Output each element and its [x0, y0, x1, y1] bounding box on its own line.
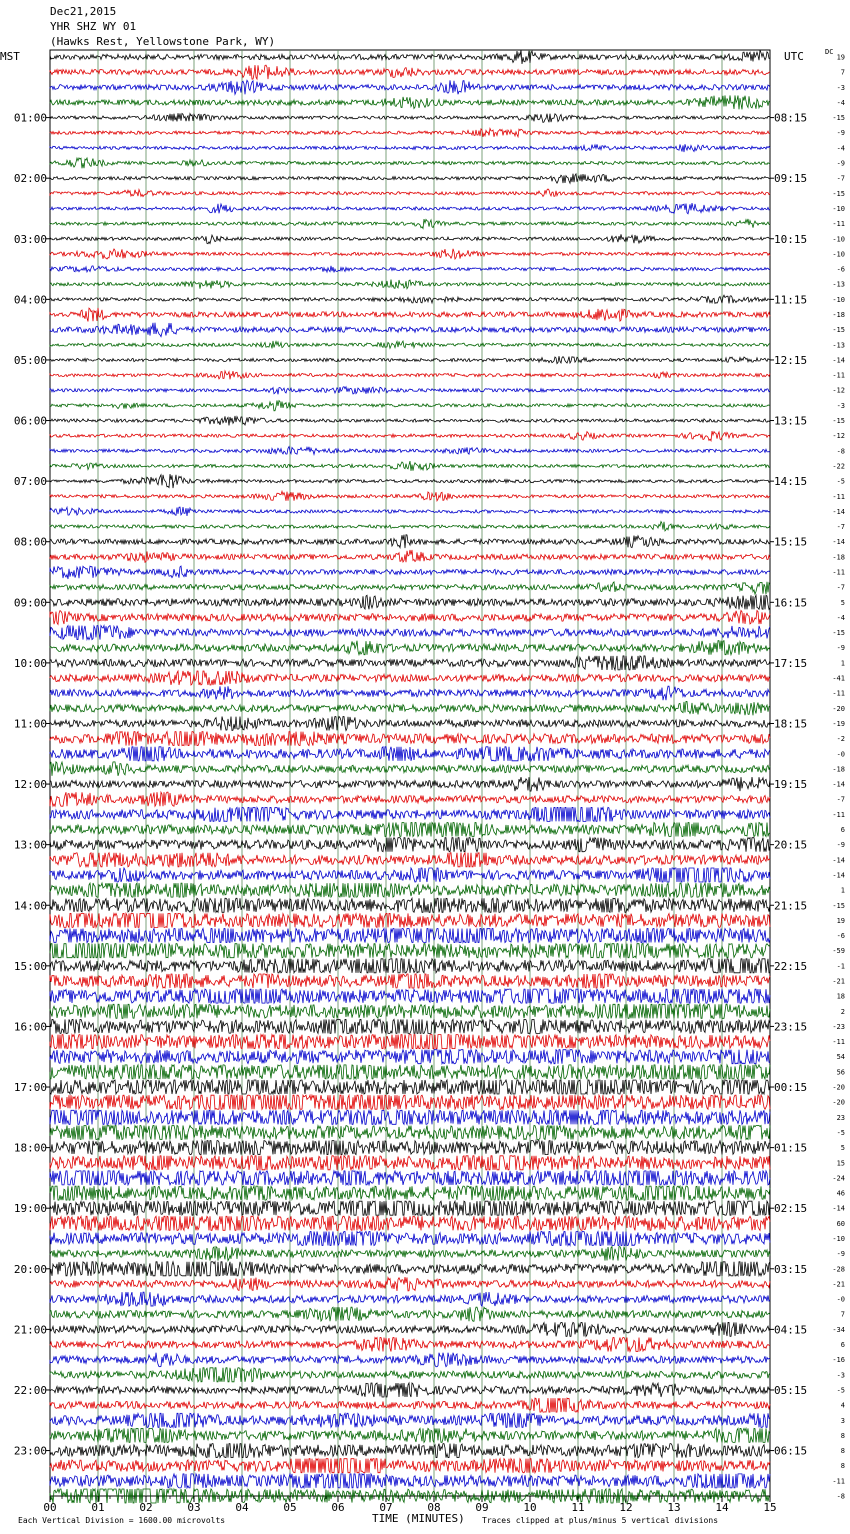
seismic-trace: [50, 1216, 770, 1230]
dc-offset-value: -15: [832, 629, 845, 638]
seismic-trace: [50, 266, 770, 273]
dc-offset-value: -4: [836, 144, 845, 153]
seismic-trace: [50, 1383, 770, 1397]
x-tick-label: 08: [427, 1501, 441, 1514]
seismic-trace: [50, 1110, 770, 1124]
seismic-trace: [50, 507, 770, 516]
seismic-trace: [50, 550, 770, 562]
dc-offset-value: -7: [836, 174, 845, 183]
dc-offset-value: -34: [832, 1325, 845, 1334]
dc-offset-value: -21: [832, 977, 845, 986]
dc-offset-value: -20: [832, 704, 845, 713]
x-tick-label: 04: [235, 1501, 249, 1514]
seismic-trace: [50, 144, 770, 152]
seismic-trace: [50, 595, 770, 609]
seismic-trace: [50, 431, 770, 441]
seismic-trace: [50, 1035, 770, 1049]
hour-label-right: 19:15: [774, 778, 808, 792]
hour-label-left: 11:00: [13, 717, 47, 731]
hour-label-right: 13:15: [774, 414, 808, 428]
dc-offset-value: -7: [836, 795, 845, 804]
seismic-trace: [50, 1307, 770, 1321]
hour-label-right: 23:15: [774, 1020, 808, 1034]
dc-offset-value: -11: [832, 492, 845, 501]
dc-offset-value: -11: [832, 810, 845, 819]
hour-label-right: 09:15: [774, 172, 808, 186]
hour-label-left: 02:00: [13, 172, 47, 186]
x-tick-label: 11: [571, 1501, 585, 1514]
seismic-trace: [50, 1186, 770, 1200]
hour-label-left: 07:00: [13, 475, 47, 489]
seismic-trace: [50, 853, 770, 867]
hour-label-left: 15:00: [13, 959, 47, 973]
dc-offset-value: -22: [832, 462, 845, 471]
hour-label-right: 05:15: [774, 1383, 808, 1397]
dc-offset-value: 15: [836, 1159, 845, 1168]
dc-offset-value: -6: [836, 265, 845, 274]
x-tick-label: 09: [475, 1501, 489, 1514]
seismic-trace: [50, 611, 770, 625]
hour-label-left: 12:00: [13, 778, 47, 792]
hour-label-right: 00:15: [774, 1081, 808, 1095]
x-tick-label: 14: [715, 1501, 729, 1514]
dc-offset-value: -8: [836, 1492, 845, 1501]
hour-label-left: 22:00: [13, 1383, 47, 1397]
dc-offset-value: -5: [836, 1386, 845, 1395]
dc-offset-value: 60: [836, 1219, 845, 1228]
hour-label-right: 01:15: [774, 1141, 808, 1155]
station-site: (Hawks Rest, Yellowstone Park, WY): [50, 35, 276, 48]
dc-offset-value: 5: [840, 598, 845, 607]
dc-offset-value: -9: [836, 841, 845, 850]
dc-offset-value: -16: [832, 1356, 845, 1365]
seismic-trace: [50, 944, 770, 958]
plot-frame: [50, 50, 770, 1496]
seismic-trace: [50, 387, 770, 395]
dc-offset-value: -11: [832, 220, 845, 229]
seismic-trace: [50, 400, 770, 410]
hour-label-left: 14:00: [13, 899, 47, 913]
dc-offset-value: 19: [836, 916, 845, 925]
dc-offset-value: 2: [840, 1007, 845, 1016]
seismic-trace: [50, 641, 770, 655]
dc-offset-value: -12: [832, 386, 845, 395]
seismic-trace: [50, 1050, 770, 1064]
seismic-trace: [50, 249, 770, 259]
seismic-trace: [50, 1004, 770, 1018]
dc-offset-value: -12: [832, 432, 845, 441]
hour-label-left: 05:00: [13, 353, 47, 367]
seismic-trace: [50, 1080, 770, 1094]
dc-offset-value: 8: [840, 1462, 845, 1471]
dc-offset-value: 1: [840, 659, 845, 668]
hour-label-right: 15:15: [774, 535, 808, 549]
hour-label-left: 13:00: [13, 838, 47, 852]
seismic-trace: [50, 974, 770, 988]
seismic-trace: [50, 566, 770, 579]
seismic-trace: [50, 686, 770, 700]
dc-offset-value: 18: [836, 992, 845, 1001]
hour-label-left: 16:00: [13, 1020, 47, 1034]
hour-label-left: 19:00: [13, 1202, 47, 1216]
seismic-trace: [50, 823, 770, 837]
x-tick-label: 05: [283, 1501, 297, 1514]
x-tick-label: 07: [379, 1501, 393, 1514]
dc-offset-value: -3: [836, 401, 845, 410]
dc-offset-value: 8: [840, 1431, 845, 1440]
hour-label-left: 23:00: [13, 1444, 47, 1458]
seismic-trace: [50, 989, 770, 1003]
hour-label-left: 21:00: [13, 1323, 47, 1337]
dc-offset-value: 4: [840, 1401, 845, 1410]
dc-offset-value: -20: [832, 1083, 845, 1092]
seismic-trace: [50, 838, 770, 852]
hour-label-right: 10:15: [774, 232, 808, 246]
seismic-trace: [50, 1338, 770, 1352]
dc-offset-value: -24: [832, 1174, 845, 1183]
dc-offset-value: -9: [836, 159, 845, 168]
dc-offset-value: -9: [836, 1250, 845, 1259]
seismic-trace: [50, 898, 770, 912]
hour-label-left: 08:00: [13, 535, 47, 549]
seismic-trace: [50, 234, 770, 244]
hour-label-right: 22:15: [774, 959, 808, 973]
hour-label-left: 17:00: [13, 1081, 47, 1095]
seismic-trace: [50, 717, 770, 731]
dc-offset-value: -15: [832, 417, 845, 426]
dc-offset-value: 54: [836, 1053, 845, 1062]
seismic-trace: [50, 1201, 770, 1215]
dc-offset-value: -3: [836, 1371, 845, 1380]
dc-offset-value: -10: [832, 250, 845, 259]
hour-label-right: 12:15: [774, 353, 808, 367]
seismic-trace: [50, 959, 770, 973]
dc-offset-value: -19: [832, 719, 845, 728]
dc-offset-value: -13: [832, 280, 845, 289]
seismic-trace: [50, 732, 770, 746]
hour-label-right: 06:15: [774, 1444, 808, 1458]
dc-offset-value: -21: [832, 1280, 845, 1289]
dc-offset-value: 8: [840, 1447, 845, 1456]
seismic-trace: [50, 1095, 770, 1109]
x-tick-label: 00: [43, 1501, 57, 1514]
seismic-trace: [50, 113, 770, 122]
dc-offset-value: -11: [832, 1477, 845, 1486]
plot-date: Dec21,2015: [50, 5, 117, 18]
x-tick-label: 01: [91, 1501, 105, 1514]
seismic-trace: [50, 158, 770, 168]
dc-offset-value: -14: [832, 871, 845, 880]
dc-offset-value: -15: [832, 901, 845, 910]
seismic-trace: [50, 868, 770, 882]
seismic-trace: [50, 1065, 770, 1079]
dc-offset-value: 3: [840, 1416, 845, 1425]
seismic-trace: [50, 1277, 770, 1291]
dc-offset-value: 23: [836, 1113, 845, 1122]
seismic-trace: [50, 1398, 770, 1412]
seismic-trace: [50, 491, 770, 501]
seismic-trace: [50, 1474, 770, 1488]
dc-offset-value: -23: [832, 1022, 845, 1031]
dc-offset-value: -14: [832, 356, 845, 365]
seismic-trace: [50, 762, 770, 776]
seismic-trace: [50, 1141, 770, 1155]
seismic-trace: [50, 50, 770, 64]
hour-label-right: 03:15: [774, 1262, 808, 1276]
seismic-trace: [50, 416, 770, 426]
hour-label-right: 04:15: [774, 1323, 808, 1337]
dc-offset-value: 19: [836, 53, 845, 62]
dc-offset-value: -7: [836, 583, 845, 592]
dc-offset-value: 7: [840, 68, 845, 77]
dc-offset-value: -41: [832, 674, 845, 683]
hour-label-right: 20:15: [774, 838, 808, 852]
seismic-trace: [50, 1262, 770, 1276]
dc-offset-header: DC: [825, 48, 834, 56]
hour-label-left: 09:00: [13, 596, 47, 610]
dc-offset-value: -4: [836, 98, 845, 107]
dc-offset-value: -2: [836, 735, 845, 744]
dc-offset-value: -11: [832, 689, 845, 698]
dc-offset-value: -18: [832, 311, 845, 320]
seismic-trace: [50, 807, 770, 821]
seismic-trace: [50, 95, 770, 109]
dc-offset-value: 46: [836, 1189, 845, 1198]
dc-offset-value: -11: [832, 568, 845, 577]
dc-offset-value: -10: [832, 204, 845, 213]
dc-offset-value: -18: [832, 553, 845, 562]
seismic-trace: [50, 203, 770, 214]
dc-offset-value: -15: [832, 114, 845, 123]
seismic-trace: [50, 913, 770, 927]
seismic-trace: [50, 626, 770, 640]
dc-offset-value: -59: [832, 947, 845, 956]
seismic-trace: [50, 656, 770, 670]
dc-offset-value: -4: [836, 613, 845, 622]
dc-offset-value: -10: [832, 235, 845, 244]
seismic-trace: [50, 1247, 770, 1261]
seismic-trace: [50, 80, 770, 94]
hour-label-right: 21:15: [774, 899, 808, 913]
seismic-trace: [50, 1292, 770, 1306]
seismic-trace: [50, 522, 770, 531]
hour-label-right: 18:15: [774, 717, 808, 731]
x-axis-title: TIME (MINUTES): [372, 1512, 465, 1525]
station-code: YHR SHZ WY 01: [50, 20, 137, 33]
dc-offset-value: -0: [836, 1295, 845, 1304]
dc-offset-value: 56: [836, 1068, 845, 1077]
seismic-trace: [50, 1126, 770, 1140]
dc-offset-value: 6: [840, 1341, 845, 1350]
seismic-trace: [50, 371, 770, 379]
dc-offset-value: 5: [840, 1144, 845, 1153]
dc-offset-value: -9: [836, 644, 845, 653]
seismic-trace: [50, 1413, 770, 1427]
dc-offset-value: 1: [840, 886, 845, 895]
x-tick-label: 06: [331, 1501, 345, 1514]
seismic-trace: [50, 1444, 770, 1458]
hour-label-left: 10:00: [13, 656, 47, 670]
dc-offset-value: 7: [840, 1310, 845, 1319]
seismic-trace: [50, 219, 770, 229]
seismic-trace: [50, 777, 770, 791]
dc-offset-value: -11: [832, 1038, 845, 1047]
seismic-trace: [50, 308, 770, 322]
dc-offset-value: -5: [836, 477, 845, 486]
seismic-trace: [50, 929, 770, 943]
hour-label-left: 20:00: [13, 1262, 47, 1276]
dc-offset-value: -14: [832, 507, 845, 516]
dc-offset-value: -8: [836, 447, 845, 456]
dc-offset-value: -7: [836, 523, 845, 532]
seismic-trace: [50, 1232, 770, 1246]
seismic-trace: [50, 1353, 770, 1367]
seismic-trace: [50, 323, 770, 337]
x-tick-label: 12: [619, 1501, 633, 1514]
seismic-trace: [50, 129, 770, 137]
hour-label-right: 02:15: [774, 1202, 808, 1216]
dc-offset-value: -15: [832, 189, 845, 198]
hour-label-left: 18:00: [13, 1141, 47, 1155]
x-tick-label: 10: [523, 1501, 537, 1514]
x-tick-label: 03: [187, 1501, 201, 1514]
dc-offset-value: -13: [832, 341, 845, 350]
hour-label-right: 16:15: [774, 596, 808, 610]
dc-offset-value: -6: [836, 932, 845, 941]
seismic-trace: [50, 792, 770, 806]
seismic-trace: [50, 671, 770, 685]
seismic-trace: [50, 174, 770, 184]
hour-label-right: 14:15: [774, 475, 808, 489]
hour-label-right: 11:15: [774, 293, 808, 307]
seismic-trace: [50, 474, 770, 488]
dc-offset-value: -0: [836, 750, 845, 759]
hour-label-left: 03:00: [13, 232, 47, 246]
seismic-trace: [50, 535, 770, 548]
right-timezone-label: UTC: [784, 50, 804, 63]
dc-offset-value: -11: [832, 371, 845, 380]
hour-label-left: 01:00: [13, 111, 47, 125]
seismic-trace: [50, 447, 770, 455]
hour-label-right: 17:15: [774, 656, 808, 670]
seismic-trace: [50, 356, 770, 363]
dc-offset-value: -18: [832, 765, 845, 774]
hour-label-left: 06:00: [13, 414, 47, 428]
dc-offset-value: 6: [840, 826, 845, 835]
dc-offset-value: -1: [836, 962, 845, 971]
dc-offset-value: -3: [836, 83, 845, 92]
dc-offset-value: -15: [832, 326, 845, 335]
seismic-trace: [50, 1428, 770, 1442]
x-tick-label: 13: [667, 1501, 681, 1514]
dc-offset-value: -10: [832, 1234, 845, 1243]
dc-offset-value: -20: [832, 1098, 845, 1107]
seismic-trace: [50, 883, 770, 897]
seismic-trace: [50, 1459, 770, 1473]
seismic-trace: [50, 341, 770, 349]
x-tick-label: 15: [763, 1501, 777, 1514]
seismic-trace: [50, 747, 770, 761]
seismic-trace: [50, 461, 770, 471]
seismic-trace: [50, 1322, 770, 1336]
left-timezone-label: MST: [0, 50, 20, 63]
seismic-trace: [50, 701, 770, 715]
seismic-trace: [50, 1368, 770, 1382]
seismic-trace: [50, 582, 770, 594]
dc-offset-value: -14: [832, 856, 845, 865]
scale-note: Each Vertical Division = 1600.00 microvolts: [18, 1516, 226, 1525]
hour-label-left: 04:00: [13, 293, 47, 307]
seismic-trace: [50, 189, 770, 197]
seismic-trace: [50, 295, 770, 303]
seismic-trace: [50, 65, 770, 79]
dc-offset-value: -9: [836, 129, 845, 138]
dc-offset-value: -5: [836, 1128, 845, 1137]
seismic-trace: [50, 1019, 770, 1033]
seismic-trace: [50, 280, 770, 289]
dc-offset-value: -14: [832, 780, 845, 789]
dc-offset-value: -14: [832, 1204, 845, 1213]
x-tick-label: 02: [139, 1501, 153, 1514]
seismic-trace: [50, 1171, 770, 1185]
dc-offset-value: -28: [832, 1265, 845, 1274]
clip-note: Traces clipped at plus/minus 5 vertical divisions: [482, 1516, 719, 1525]
dc-offset-value: -10: [832, 295, 845, 304]
hour-label-right: 08:15: [774, 111, 808, 125]
dc-offset-value: -14: [832, 538, 845, 547]
seismic-trace: [50, 1156, 770, 1170]
